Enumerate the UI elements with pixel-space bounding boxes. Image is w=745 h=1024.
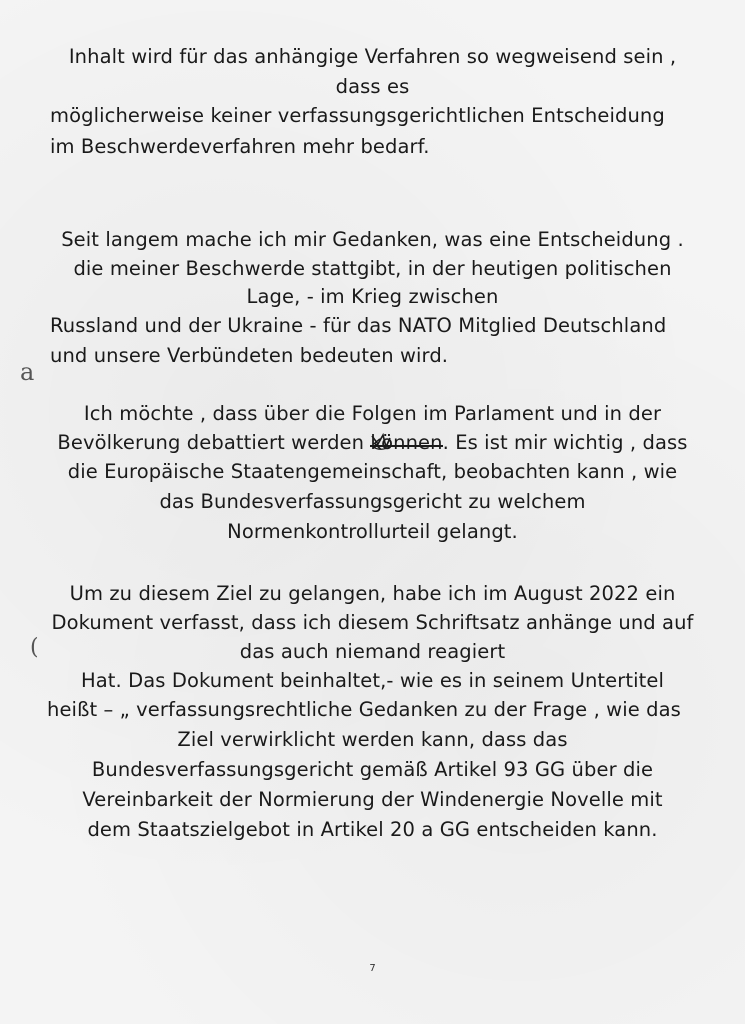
text-line: möglicherweise keiner verfassungsgerichtlichen Entscheidung (50, 104, 665, 127)
corrected-word (370, 430, 442, 456)
text-line: Russland und der Ukraine - für das NATO Mitglied Deutschland (50, 314, 667, 337)
text-line-with-correction (0, 430, 745, 456)
handwritten-margin-mark: ( (30, 635, 39, 660)
text-line: das auch niemand reagiert (239, 640, 506, 663)
text-line: dem Staatszielgebot in Artikel 20 a GG entscheiden kann. (87, 818, 658, 841)
text-line: Dokument verfasst, dass ich diesem Schriftsatz anhänge und auf (51, 611, 694, 634)
text-line: Hat. Das Dokument beinhaltet,- wie es in seinem Untertitel (80, 669, 664, 692)
text-segment: . Es ist mir wichtig , dass (442, 431, 688, 454)
handwritten-margin-mark: a (20, 358, 35, 386)
text-line: die meiner Beschwerde stattgibt, in der heutigen politischen (73, 257, 672, 280)
text-line: Lage, - im Krieg zwischen (246, 285, 499, 308)
text-line: heißt – „ verfassungsrechtliche Gedanken zu der Frage , wie das (47, 698, 681, 721)
text-line: das Bundesverfassungsgericht zu welchem (159, 490, 586, 513)
text-line: Ziel verwirklicht werden kann, dass das (177, 728, 568, 751)
text-line: Inhalt wird für das anhängige Verfahren so wegweisend sein , (68, 45, 677, 68)
text-line: dass es (335, 75, 410, 98)
text-line: Normenkontrollurteil gelangt. (227, 520, 518, 543)
text-line: Bundesverfassungsgericht gemäß Artikel 93 GG über die (91, 758, 654, 781)
struck-through-word: können (370, 431, 443, 454)
text-line: Um zu diesem Ziel zu gelangen, habe ich im August 2022 ein (69, 582, 676, 605)
handwritten-scribble-icon (369, 430, 395, 454)
text-line: die Europäische Staatengemeinschaft, beobachten kann , wie (67, 460, 678, 483)
text-line: Seit langem mache ich mir Gedanken, was eine Entscheidung . (61, 228, 684, 251)
text-line: Ich möchte , dass über die Folgen im Parlament und in der (83, 402, 662, 425)
text-line: im Beschwerdeverfahren mehr bedarf. (50, 135, 430, 158)
text-segment: Bevölkerung debattiert werden (57, 431, 371, 454)
text-line: Vereinbarkeit der Normierung der Windenergie Novelle mit (82, 788, 663, 811)
page-number: 7 (369, 963, 376, 974)
text-line: und unsere Verbündeten bedeuten wird. (50, 344, 449, 367)
